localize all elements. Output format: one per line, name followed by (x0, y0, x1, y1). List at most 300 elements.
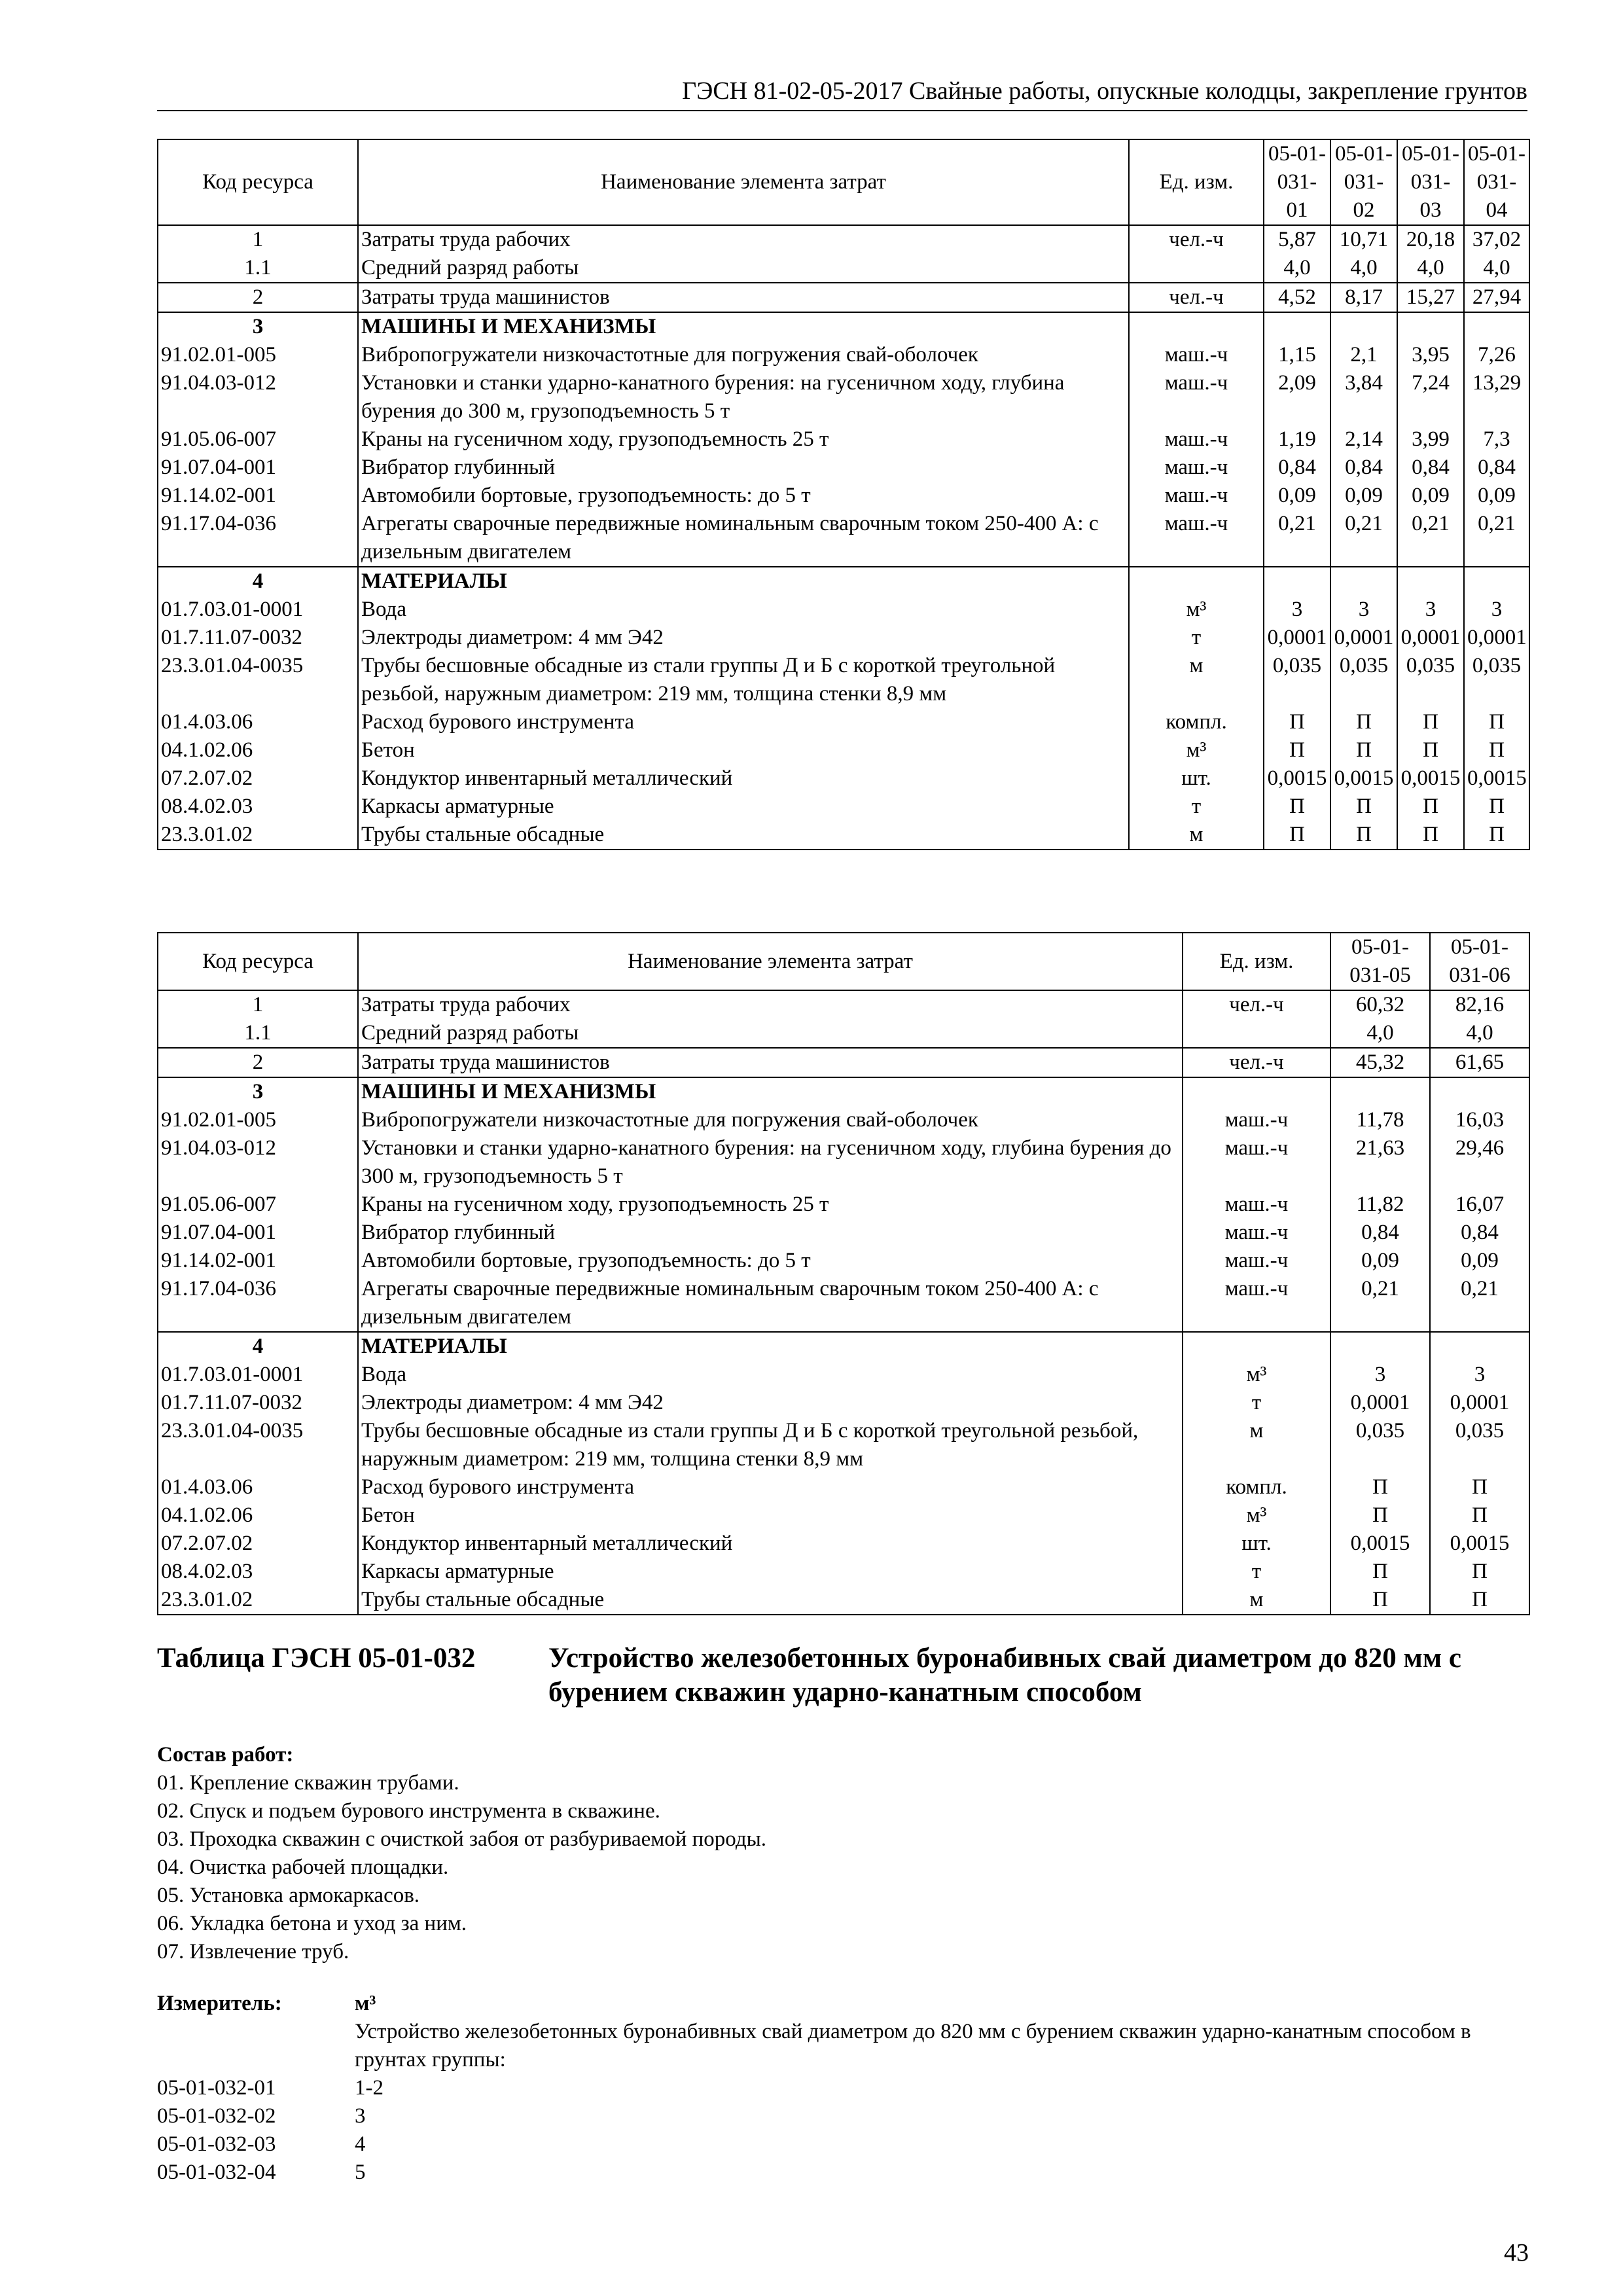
norm-value: 0,035 (1464, 652, 1529, 708)
table-row (158, 1077, 1529, 1106)
table-title-number: Таблица ГЭСН 05-01-032 (157, 1643, 476, 1674)
norm-value: 0,035 (1330, 652, 1397, 708)
norm-value: 16,03 (1430, 1106, 1529, 1134)
norm-value: 0,035 (1330, 1417, 1430, 1473)
header-norm: 05-01-031-02 (1330, 139, 1397, 225)
resource-unit (1129, 567, 1264, 596)
table-row (158, 1019, 1529, 1048)
norm-value: П (1430, 1473, 1529, 1501)
table-row (158, 1191, 1529, 1219)
resource-code: 2 (158, 1048, 358, 1077)
resource-code: 91.07.04-001 (158, 1219, 358, 1247)
resource-name: Установки и станки ударно-канатного бурения: на гусеничном ходу, глубина бурения до 300 м, грузоподъемность 5 т (358, 369, 1129, 425)
norm-value: 0,0001 (1330, 1389, 1430, 1417)
norm-value: П (1264, 736, 1330, 764)
resource-code: 91.02.01-005 (158, 341, 358, 369)
resource-code: 23.3.01.04-0035 (158, 1417, 358, 1473)
meter-row-code: 05-01-032-01 (157, 2076, 276, 2100)
table-row (158, 1219, 1529, 1247)
norm-value (1330, 1077, 1430, 1106)
table-header-row (158, 139, 1529, 225)
header-unit: Ед. изм. (1183, 933, 1330, 990)
norm-value (1464, 567, 1529, 596)
resource-unit: маш.-ч (1129, 369, 1264, 425)
resource-unit: м³ (1129, 736, 1264, 764)
norm-value (1430, 1332, 1529, 1361)
resource-name: МАТЕРИАЛЫ (358, 1332, 1183, 1361)
resource-name: Вода (358, 1361, 1183, 1389)
norm-value: 0,09 (1397, 482, 1464, 510)
resource-code: 1.1 (158, 254, 358, 283)
norm-value: 0,09 (1330, 482, 1397, 510)
meter-label: Измеритель: (157, 1992, 282, 2015)
norm-value: П (1264, 708, 1330, 736)
norm-value: 4,0 (1464, 254, 1529, 283)
resource-unit: маш.-ч (1129, 425, 1264, 454)
norm-value: 3 (1430, 1361, 1529, 1389)
meter-unit: м³ (355, 1992, 376, 2015)
norm-value: 21,63 (1330, 1134, 1430, 1191)
resource-code: 1.1 (158, 1019, 358, 1048)
norm-value: П (1330, 793, 1397, 821)
norm-value: 4,0 (1397, 254, 1464, 283)
works-item: 05. Установка армокаркасов. (157, 1884, 420, 1907)
resource-name: Каркасы арматурные (358, 793, 1129, 821)
table-row (158, 1501, 1529, 1530)
resource-unit: компл. (1129, 708, 1264, 736)
resource-name: Кондуктор инвентарный металлический (358, 1530, 1183, 1558)
resource-unit: м (1183, 1417, 1330, 1473)
resource-unit: маш.-ч (1129, 341, 1264, 369)
resource-code: 23.3.01.02 (158, 821, 358, 850)
norm-value: 4,0 (1330, 254, 1397, 283)
norm-value: 4,0 (1330, 1019, 1430, 1048)
table-row (158, 225, 1529, 254)
works-item: 02. Спуск и подъем бурового инструмента в скважине. (157, 1799, 660, 1823)
resource-unit: м³ (1129, 596, 1264, 624)
resource-name: Затраты труда машинистов (358, 283, 1129, 312)
table-body (158, 990, 1529, 1615)
table-row (158, 1389, 1529, 1417)
norm-value: П (1264, 793, 1330, 821)
header-name: Наименование элемента затрат (358, 139, 1129, 225)
resource-unit (1183, 1019, 1330, 1048)
meter-row-code: 05-01-032-04 (157, 2161, 276, 2184)
resource-name: Каркасы арматурные (358, 1558, 1183, 1586)
norm-value: П (1430, 1558, 1529, 1586)
table-row (158, 1275, 1529, 1332)
resource-code: 91.17.04-036 (158, 510, 358, 567)
norm-value: 7,26 (1464, 341, 1529, 369)
norm-value: 7,3 (1464, 425, 1529, 454)
resource-unit: м³ (1183, 1501, 1330, 1530)
norm-value: 61,65 (1430, 1048, 1529, 1077)
resource-unit: маш.-ч (1183, 1106, 1330, 1134)
resource-table-2 (157, 932, 1530, 1615)
norm-value: 0,035 (1397, 652, 1464, 708)
norm-value: 0,0001 (1397, 624, 1464, 652)
resource-name: МАШИНЫ И МЕХАНИЗМЫ (358, 312, 1129, 341)
resource-name: Затраты труда машинистов (358, 1048, 1183, 1077)
table-row (158, 1106, 1529, 1134)
table-row (158, 990, 1529, 1019)
resource-name: Бетон (358, 736, 1129, 764)
norm-value (1330, 312, 1397, 341)
table-row (158, 1134, 1529, 1191)
norm-value: П (1397, 821, 1464, 850)
norm-value: 7,24 (1397, 369, 1464, 425)
norm-value: 0,84 (1464, 454, 1529, 482)
table-row (158, 708, 1529, 736)
norm-value: П (1264, 821, 1330, 850)
norm-value: П (1330, 1586, 1430, 1615)
table-row (158, 1530, 1529, 1558)
norm-value: 0,09 (1264, 482, 1330, 510)
resource-name: МАТЕРИАЛЫ (358, 567, 1129, 596)
norm-value: 16,07 (1430, 1191, 1529, 1219)
norm-value: 37,02 (1464, 225, 1529, 254)
resource-code: 07.2.07.02 (158, 764, 358, 793)
header-norm: 05-01-031-05 (1330, 933, 1430, 990)
norm-value: 13,29 (1464, 369, 1529, 425)
table-row (158, 1586, 1529, 1615)
table-row (158, 341, 1529, 369)
resource-unit: т (1183, 1558, 1330, 1586)
resource-unit: маш.-ч (1129, 482, 1264, 510)
norm-value: 3 (1264, 596, 1330, 624)
norm-value: П (1430, 1501, 1529, 1530)
norm-value: 0,21 (1430, 1275, 1529, 1332)
resource-code: 91.04.03-012 (158, 369, 358, 425)
resource-unit: чел.-ч (1183, 1048, 1330, 1077)
norm-value: 0,0001 (1264, 624, 1330, 652)
resource-name: Краны на гусеничном ходу, грузоподъемность 25 т (358, 425, 1129, 454)
resource-code: 23.3.01.02 (158, 1586, 358, 1615)
table-row (158, 1332, 1529, 1361)
norm-value (1264, 567, 1330, 596)
resource-name: Трубы бесшовные обсадные из стали группы Д и Б с короткой треугольной резьбой, наружным диаметром: 219 мм, толщина стенки 8,9 мм (358, 652, 1129, 708)
norm-value: 0,0001 (1464, 624, 1529, 652)
norm-value: 20,18 (1397, 225, 1464, 254)
meter-row-group: 5 (355, 2161, 366, 2184)
resource-name: Расход бурового инструмента (358, 708, 1129, 736)
works-heading: Состав работ: (157, 1743, 294, 1767)
header-norm: 05-01-031-06 (1430, 933, 1529, 990)
norm-value: 11,78 (1330, 1106, 1430, 1134)
table-row (158, 254, 1529, 283)
norm-value: 2,14 (1330, 425, 1397, 454)
norm-value: П (1430, 1586, 1529, 1615)
norm-value: 0,84 (1430, 1219, 1529, 1247)
norm-value: 0,0015 (1330, 764, 1397, 793)
table-row (158, 1048, 1529, 1077)
resource-code: 91.07.04-001 (158, 454, 358, 482)
resource-table-1 (157, 139, 1530, 850)
resource-code: 01.7.03.01-0001 (158, 596, 358, 624)
norm-value: 45,32 (1330, 1048, 1430, 1077)
norm-value: 0,0015 (1330, 1530, 1430, 1558)
norm-value: 4,52 (1264, 283, 1330, 312)
header-name: Наименование элемента затрат (358, 933, 1183, 990)
table-row (158, 821, 1529, 850)
resource-code: 91.14.02-001 (158, 1247, 358, 1275)
header-norm: 05-01-031-03 (1397, 139, 1464, 225)
norm-value: 0,0015 (1430, 1530, 1529, 1558)
norm-value: 60,32 (1330, 990, 1430, 1019)
norm-value: 0,09 (1464, 482, 1529, 510)
norm-value: 5,87 (1264, 225, 1330, 254)
norm-value: 2,09 (1264, 369, 1330, 425)
table-title-text: Устройство железобетонных буронабивных свай диаметром до 820 мм с бурением скважин ударно-канатным способом (548, 1643, 1461, 1708)
resource-code: 04.1.02.06 (158, 736, 358, 764)
resource-code: 01.7.03.01-0001 (158, 1361, 358, 1389)
resource-name: Бетон (358, 1501, 1183, 1530)
table-row (158, 510, 1529, 567)
resource-unit: шт. (1129, 764, 1264, 793)
resource-name: Вибропогружатели низкочастотные для погружения свай-оболочек (358, 341, 1129, 369)
resource-code: 91.17.04-036 (158, 1275, 358, 1332)
resource-code: 91.05.06-007 (158, 425, 358, 454)
norm-value: 0,84 (1264, 454, 1330, 482)
norm-value: П (1464, 821, 1529, 850)
resource-unit: маш.-ч (1183, 1191, 1330, 1219)
norm-value: П (1464, 708, 1529, 736)
table-row (158, 369, 1529, 425)
resource-unit: чел.-ч (1129, 283, 1264, 312)
resource-name: Расход бурового инструмента (358, 1473, 1183, 1501)
table-header-row (158, 933, 1529, 990)
resource-name: Трубы бесшовные обсадные из стали группы Д и Б с короткой треугольной резьбой, наружным диаметром: 219 мм, толщина стенки 8,9 мм (358, 1417, 1183, 1473)
norm-value: 0,0001 (1330, 624, 1397, 652)
meter-description: Устройство железобетонных буронабивных свай диаметром до 820 мм с бурением скважин ударно-канатным способом в грунтах группы: (355, 2020, 1471, 2072)
resource-name: Затраты труда рабочих (358, 990, 1183, 1019)
resource-unit (1183, 1077, 1330, 1106)
norm-value (1397, 567, 1464, 596)
resource-name: МАШИНЫ И МЕХАНИЗМЫ (358, 1077, 1183, 1106)
resource-unit: компл. (1183, 1473, 1330, 1501)
norm-value: П (1397, 793, 1464, 821)
resource-code: 91.04.03-012 (158, 1134, 358, 1191)
resource-code: 3 (158, 1077, 358, 1106)
norm-value: 0,0015 (1464, 764, 1529, 793)
norm-value: 0,84 (1397, 454, 1464, 482)
table-row (158, 1361, 1529, 1389)
resource-name: Вибропогружатели низкочастотные для погружения свай-оболочек (358, 1106, 1183, 1134)
resource-name: Трубы стальные обсадные (358, 821, 1129, 850)
resource-name: Затраты труда рабочих (358, 225, 1129, 254)
norm-value: П (1330, 1501, 1430, 1530)
norm-value: 0,21 (1330, 1275, 1430, 1332)
norm-value: 8,17 (1330, 283, 1397, 312)
norm-value: 3 (1464, 596, 1529, 624)
resource-code: 23.3.01.04-0035 (158, 652, 358, 708)
works-item: 06. Укладка бетона и уход за ним. (157, 1912, 467, 1935)
norm-value: 0,21 (1464, 510, 1529, 567)
resource-unit: м (1129, 652, 1264, 708)
resource-code: 91.05.06-007 (158, 1191, 358, 1219)
table-row (158, 793, 1529, 821)
norm-value: 3 (1330, 1361, 1430, 1389)
norm-value: 3,84 (1330, 369, 1397, 425)
resource-code: 3 (158, 312, 358, 341)
works-item: 04. Очистка рабочей площадки. (157, 1856, 449, 1879)
resource-code: 08.4.02.03 (158, 1558, 358, 1586)
resource-name: Вибратор глубинный (358, 1219, 1183, 1247)
norm-value: 1,15 (1264, 341, 1330, 369)
norm-value: 0,035 (1430, 1417, 1529, 1473)
norm-value (1430, 1077, 1529, 1106)
norm-value: 1,19 (1264, 425, 1330, 454)
norm-value: П (1330, 736, 1397, 764)
resource-name: Вода (358, 596, 1129, 624)
table-row (158, 624, 1529, 652)
resource-name: Кондуктор инвентарный металлический (358, 764, 1129, 793)
norm-value: П (1464, 736, 1529, 764)
meter-row-code: 05-01-032-02 (157, 2104, 276, 2128)
works-list (157, 1741, 1531, 1966)
norm-value: 0,09 (1330, 1247, 1430, 1275)
resource-code: 2 (158, 283, 358, 312)
norm-value: 0,09 (1430, 1247, 1529, 1275)
table-body (158, 225, 1529, 850)
table-row (158, 454, 1529, 482)
norm-value: П (1397, 708, 1464, 736)
works-item: 07. Извлечение труб. (157, 1940, 349, 1964)
resource-code: 01.7.11.07-0032 (158, 1389, 358, 1417)
norm-value: 0,0015 (1397, 764, 1464, 793)
resource-unit: маш.-ч (1129, 510, 1264, 567)
works-item: 01. Крепление скважин трубами. (157, 1771, 459, 1795)
norm-value: П (1330, 821, 1397, 850)
norm-value: П (1330, 1558, 1430, 1586)
resource-unit: шт. (1183, 1530, 1330, 1558)
resource-unit: т (1129, 624, 1264, 652)
table-row (158, 764, 1529, 793)
norm-value: 11,82 (1330, 1191, 1430, 1219)
norm-value: 0,0015 (1264, 764, 1330, 793)
resource-unit: т (1129, 793, 1264, 821)
resource-unit: чел.-ч (1129, 225, 1264, 254)
norm-value: 29,46 (1430, 1134, 1529, 1191)
table-row (158, 596, 1529, 624)
resource-name: Средний разряд работы (358, 254, 1129, 283)
resource-name: Вибратор глубинный (358, 454, 1129, 482)
resource-unit: маш.-ч (1183, 1219, 1330, 1247)
resource-code: 91.14.02-001 (158, 482, 358, 510)
resource-unit: маш.-ч (1129, 454, 1264, 482)
norm-value: 2,1 (1330, 341, 1397, 369)
meter-row-code: 05-01-032-03 (157, 2132, 276, 2156)
resource-unit: т (1183, 1389, 1330, 1417)
norm-value: 10,71 (1330, 225, 1397, 254)
norm-value: 4,0 (1430, 1019, 1529, 1048)
norm-value (1330, 567, 1397, 596)
norm-value: 0,21 (1330, 510, 1397, 567)
norm-value: 0,21 (1264, 510, 1330, 567)
resource-unit (1183, 1332, 1330, 1361)
table-row (158, 425, 1529, 454)
norm-value: 3,99 (1397, 425, 1464, 454)
resource-name: Краны на гусеничном ходу, грузоподъемность 25 т (358, 1191, 1183, 1219)
resource-unit: маш.-ч (1183, 1247, 1330, 1275)
resource-name: Агрегаты сварочные передвижные номинальным сварочным током 250-400 А: с дизельным двигателем (358, 1275, 1183, 1332)
norm-value: 82,16 (1430, 990, 1529, 1019)
table-row (158, 283, 1529, 312)
resource-unit (1129, 312, 1264, 341)
resource-name: Средний разряд работы (358, 1019, 1183, 1048)
header-code: Код ресурса (158, 139, 358, 225)
header-code: Код ресурса (158, 933, 358, 990)
norm-value: 27,94 (1464, 283, 1529, 312)
resource-unit: маш.-ч (1183, 1134, 1330, 1191)
resource-unit: маш.-ч (1183, 1275, 1330, 1332)
resource-name: Автомобили бортовые, грузоподъемность: до 5 т (358, 1247, 1183, 1275)
resource-name: Электроды диаметром: 4 мм Э42 (358, 1389, 1183, 1417)
works-item: 03. Проходка скважин с очисткой забоя от разбуриваемой породы. (157, 1827, 767, 1851)
resource-name: Установки и станки ударно-канатного бурения: на гусеничном ходу, глубина бурения до 300 м, грузоподъемность 5 т (358, 1134, 1183, 1191)
table-row (158, 1558, 1529, 1586)
table-row (158, 1473, 1529, 1501)
resource-name: Электроды диаметром: 4 мм Э42 (358, 624, 1129, 652)
resource-name: Автомобили бортовые, грузоподъемность: до 5 т (358, 482, 1129, 510)
resource-name: Трубы стальные обсадные (358, 1586, 1183, 1615)
table-row (158, 736, 1529, 764)
resource-code: 4 (158, 567, 358, 596)
resource-code: 08.4.02.03 (158, 793, 358, 821)
resource-code: 01.4.03.06 (158, 1473, 358, 1501)
norm-value: 0,21 (1397, 510, 1464, 567)
resource-code: 07.2.07.02 (158, 1530, 358, 1558)
resource-unit (1129, 254, 1264, 283)
table-row (158, 312, 1529, 341)
table-row (158, 652, 1529, 708)
norm-value: 4,0 (1264, 254, 1330, 283)
resource-unit: м (1183, 1586, 1330, 1615)
resource-code: 04.1.02.06 (158, 1501, 358, 1530)
table-row (158, 567, 1529, 596)
norm-value: 3 (1397, 596, 1464, 624)
page-number: 43 (1504, 2239, 1529, 2267)
norm-value: 0,84 (1330, 1219, 1430, 1247)
norm-value: 0,84 (1330, 454, 1397, 482)
norm-value (1330, 1332, 1430, 1361)
meter-row-group: 4 (355, 2132, 366, 2156)
norm-value: П (1330, 1473, 1430, 1501)
resource-unit: м³ (1183, 1361, 1330, 1389)
header-unit: Ед. изм. (1129, 139, 1264, 225)
norm-value: 3 (1330, 596, 1397, 624)
norm-value (1464, 312, 1529, 341)
resource-name: Агрегаты сварочные передвижные номинальным сварочным током 250-400 А: с дизельным двигателем (358, 510, 1129, 567)
norm-value: 0,035 (1264, 652, 1330, 708)
resource-code: 4 (158, 1332, 358, 1361)
meter-row-group: 3 (355, 2104, 366, 2128)
norm-value: 15,27 (1397, 283, 1464, 312)
header-norm: 05-01-031-01 (1264, 139, 1330, 225)
meter-row-group: 1-2 (355, 2076, 383, 2100)
resource-unit: чел.-ч (1183, 990, 1330, 1019)
running-header: ГЭСН 81-02-05-2017 Свайные работы, опускные колодцы, закрепление грунтов (157, 76, 1527, 111)
norm-value: П (1397, 736, 1464, 764)
header-norm: 05-01-031-04 (1464, 139, 1529, 225)
resource-code: 91.02.01-005 (158, 1106, 358, 1134)
norm-value: П (1464, 793, 1529, 821)
norm-value: 3,95 (1397, 341, 1464, 369)
resource-code: 1 (158, 990, 358, 1019)
table-row (158, 1417, 1529, 1473)
resource-code: 01.7.11.07-0032 (158, 624, 358, 652)
table-row (158, 482, 1529, 510)
